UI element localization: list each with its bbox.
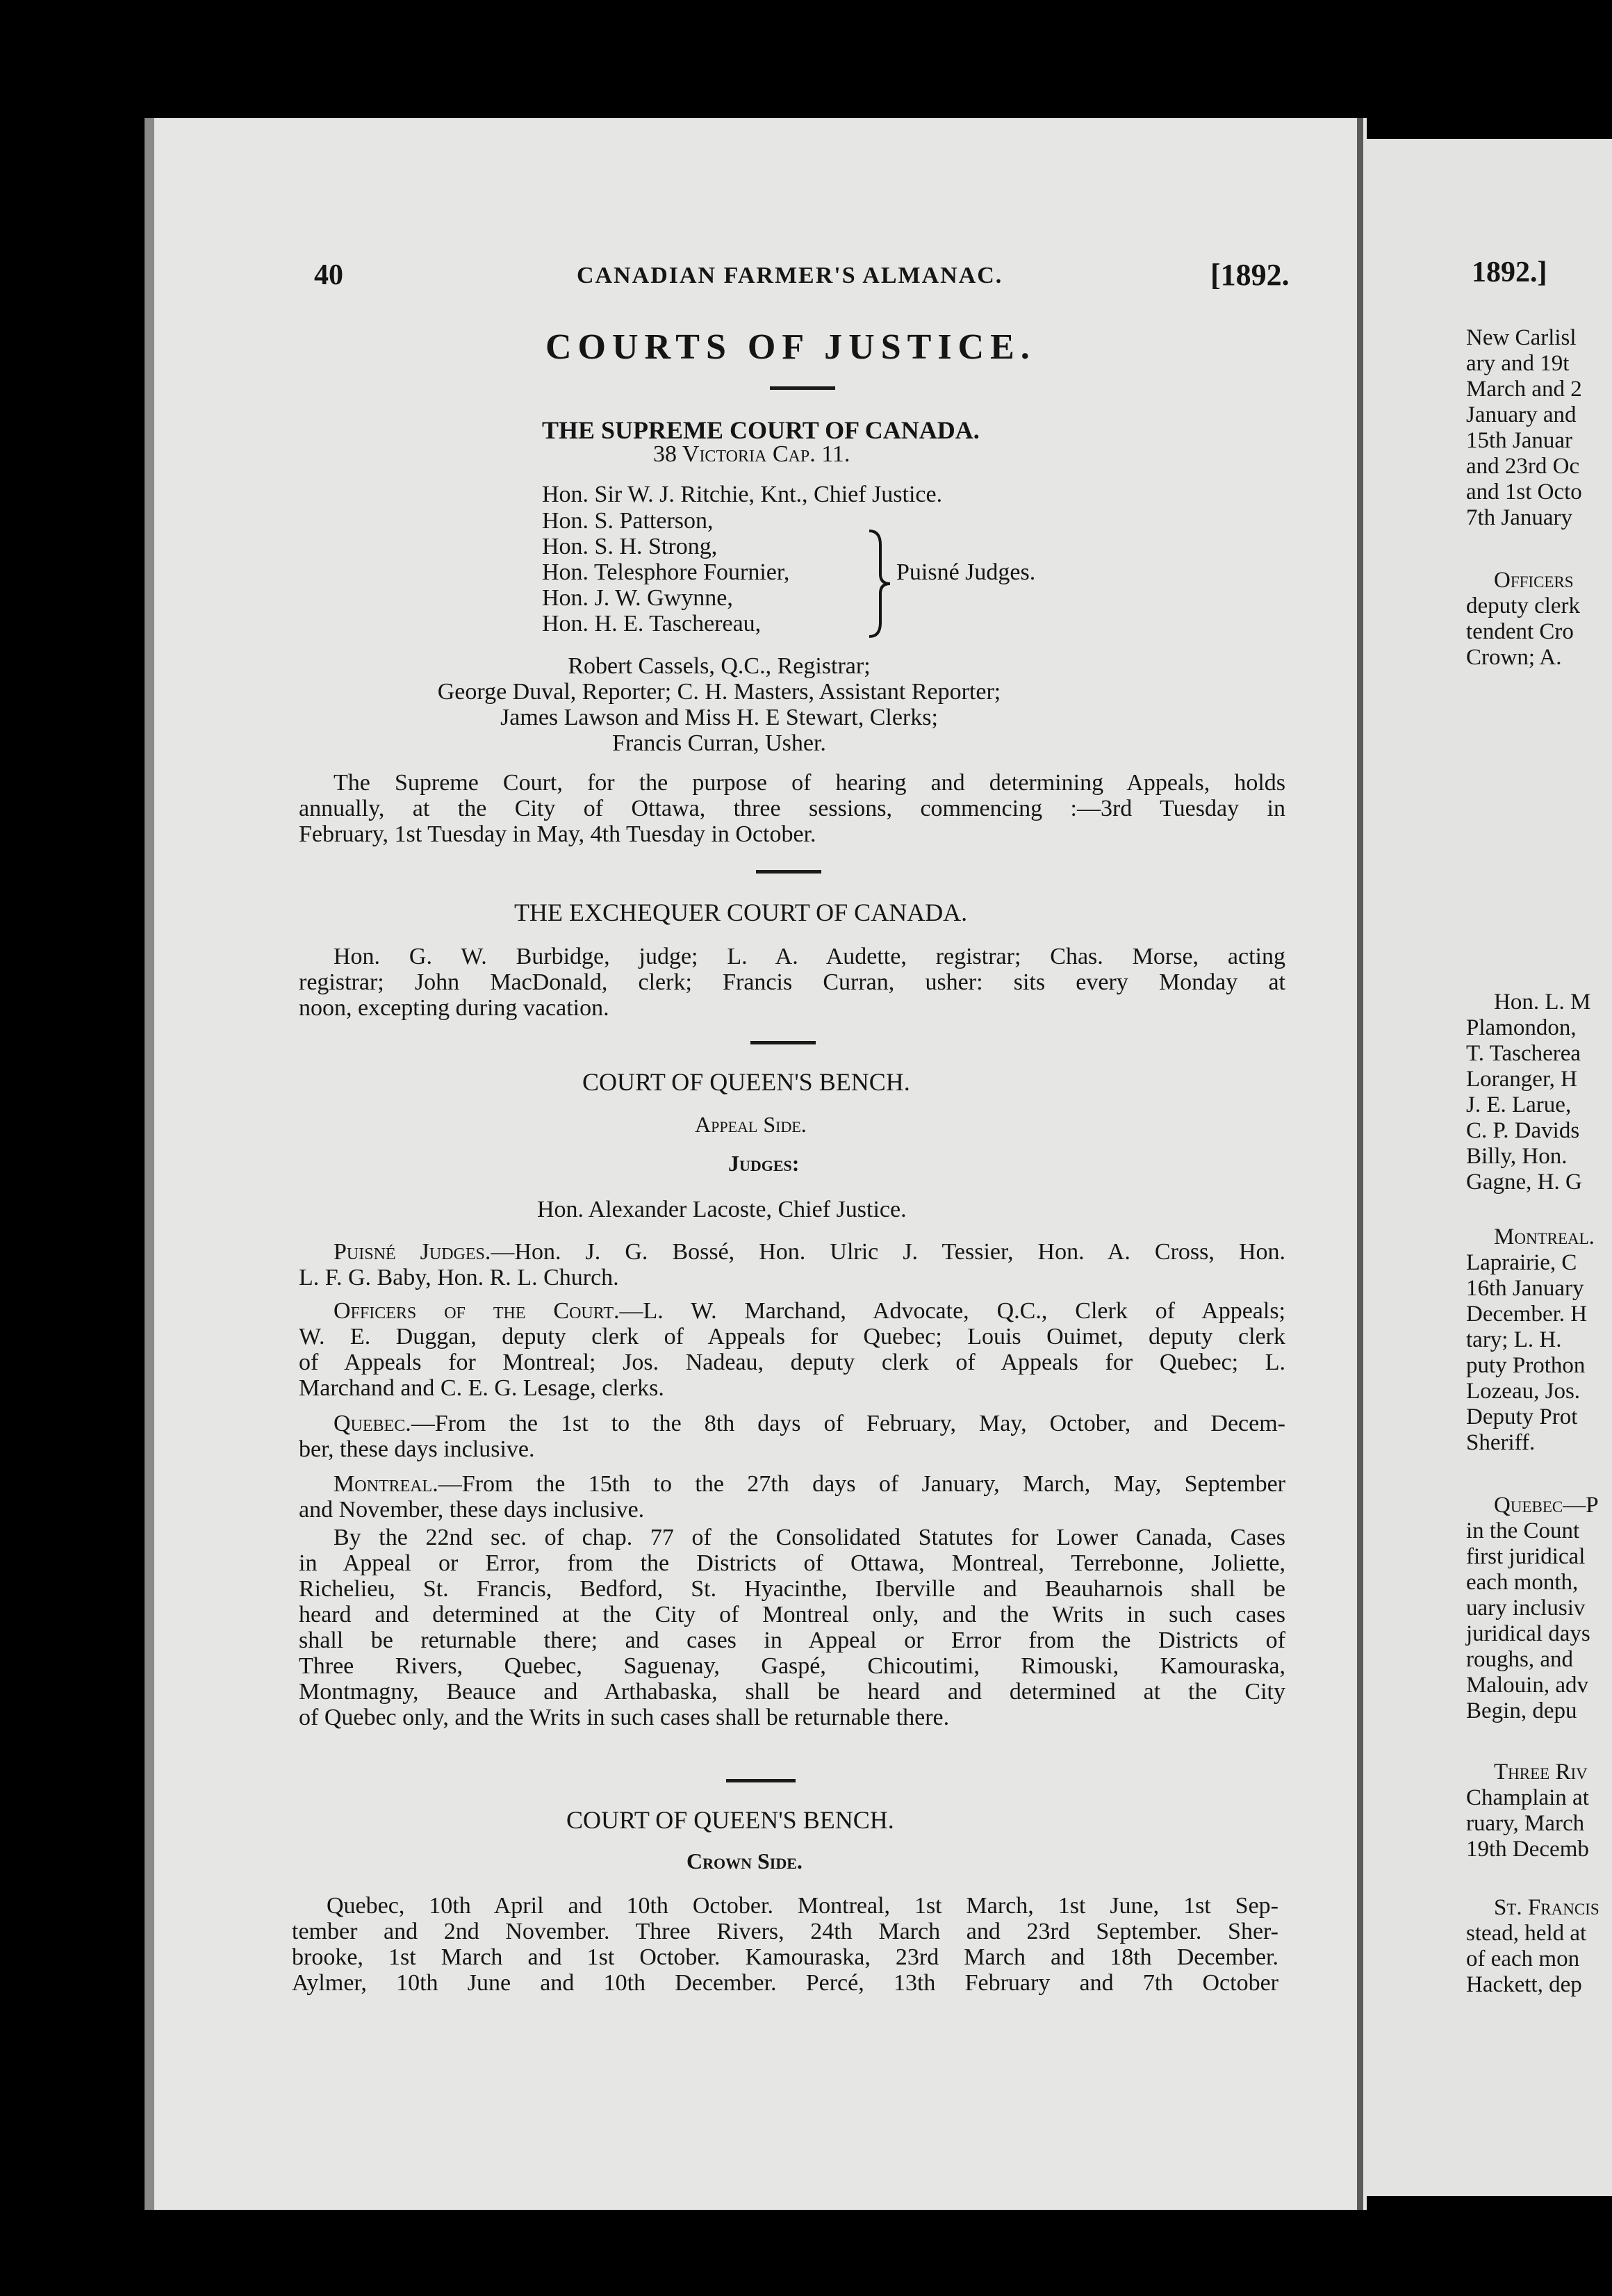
statute-paragraph: [299, 1525, 1285, 1730]
right-line: of each mon: [1466, 1946, 1580, 1971]
text-line: heard and determined at the City of Montreal only, and the Writs in such cases: [299, 1602, 1285, 1627]
supreme-chief-justice: Hon. Sir W. J. Ritchie, Knt., Chief Justice.: [542, 482, 943, 507]
supreme-court-title: THE SUPREME COURT OF CANADA.: [542, 416, 980, 444]
text-run: —Hon. J. G. Bossé, Hon. Ulric J. Tessier, Hon. A. Cross, Hon.: [491, 1239, 1286, 1265]
right-line: ary and 19t: [1466, 351, 1570, 376]
supreme-court-subtitle: 38 Victoria Cap. 11.: [653, 441, 850, 467]
right-line: and 23rd Oc: [1466, 454, 1580, 479]
text-line: Marchand and C. E. G. Lesage, clerks.: [299, 1375, 664, 1401]
text-line: and November, these days inclusive.: [299, 1497, 645, 1523]
run-in-heading: Quebec.: [334, 1411, 411, 1436]
queens-bench-crown-title: COURT OF QUEEN'S BENCH.: [566, 1806, 894, 1834]
puisne-judge: Hon. H. E. Taschereau,: [542, 611, 762, 637]
text-run: —L. W. Marchand, Advocate, Q.C., Clerk of Appeals;: [619, 1298, 1286, 1324]
right-line: ruary, March: [1466, 1811, 1585, 1836]
main-title: COURTS OF JUSTICE.: [545, 327, 1036, 367]
right-line: 16th January: [1466, 1276, 1584, 1301]
page-gutter: [1357, 118, 1363, 2210]
text-line: in Appeal or Error, from the Districts of Ottawa, Montreal, Terrebonne, Joliette,: [299, 1550, 1285, 1576]
text-line: Montmagny, Beauce and Arthabaska, shall be heard and determined at the City: [299, 1679, 1285, 1705]
right-line: first juridical: [1466, 1544, 1586, 1569]
right-line: March and 2: [1466, 377, 1582, 402]
right-line: T. Tascherea: [1466, 1041, 1581, 1066]
right-line: Sheriff.: [1466, 1430, 1536, 1455]
puisne-judges-paragraph: [299, 1239, 1285, 1290]
puisne-judge: Hon. S. H. Strong,: [542, 534, 718, 559]
run-in-heading: Puisné Judges.: [334, 1239, 491, 1265]
right-line: Hackett, dep: [1466, 1972, 1582, 1997]
montreal-paragraph: [299, 1471, 1285, 1523]
exchequer-court-title: THE EXCHEQUER COURT OF CANADA.: [514, 899, 968, 926]
right-line: Deputy Prot: [1466, 1404, 1578, 1429]
appeal-chief-justice: Hon. Alexander Lacoste, Chief Justice.: [537, 1197, 907, 1222]
right-line: Malouin, adv: [1466, 1673, 1588, 1698]
officers-paragraph: [299, 1298, 1285, 1401]
text-line: [299, 1471, 1285, 1497]
right-line: deputy clerk: [1466, 593, 1581, 618]
running-title: CANADIAN FARMER'S ALMANAC.: [577, 263, 1003, 288]
text-line: of Appeals for Montreal; Jos. Nadeau, deputy clerk of Appeals for Quebec; L.: [299, 1350, 1285, 1375]
header-year: [1892.: [1210, 258, 1290, 292]
text-line: registrar; John MacDonald, clerk; Francis Curran, usher: sits every Monday at: [299, 969, 1285, 995]
right-line: New Carlisl: [1466, 325, 1577, 350]
run-in-heading: Officers of the Court.: [334, 1298, 620, 1324]
text-line: [299, 1298, 1285, 1324]
right-line: Billy, Hon.: [1466, 1144, 1568, 1169]
right-line: Lozeau, Jos.: [1466, 1379, 1581, 1404]
right-line: Hon. L. M: [1494, 990, 1591, 1015]
appeal-side-label: Appeal Side.: [695, 1112, 807, 1137]
right-line: Gagne, H. G: [1466, 1170, 1582, 1195]
right-line: each month,: [1466, 1570, 1579, 1595]
right-line: St. Francis: [1494, 1895, 1599, 1920]
right-line: 15th Januar: [1466, 428, 1573, 453]
text-line: Aylmer, 10th June and 10th December. Percé, 13th February and 7th October: [292, 1970, 1278, 1996]
right-line: Loranger, H: [1466, 1067, 1577, 1092]
right-line: Three Riv: [1494, 1760, 1588, 1785]
run-in-heading: Montreal.: [334, 1471, 438, 1497]
right-line: tary; L. H.: [1466, 1327, 1562, 1352]
text-run: —From the 1st to the 8th days of February, May, October, and Decem-: [411, 1411, 1285, 1436]
exchequer-paragraph: [299, 944, 1285, 1021]
right-line: in the Count: [1466, 1518, 1580, 1543]
puisne-label: Puisné Judges.: [896, 559, 1036, 585]
right-line: juridical days: [1466, 1621, 1590, 1646]
text-line: February, 1st Tuesday in May, 4th Tuesday in October.: [299, 821, 816, 847]
section-rule: [750, 1041, 816, 1044]
text-line: shall be returnable there; and cases in Appeal or Error from the Districts of: [299, 1627, 1285, 1653]
text-line: noon, excepting during vacation.: [299, 995, 609, 1021]
clerks-line: James Lawson and Miss H. E Stewart, Clerks;: [500, 705, 938, 730]
text-line: By the 22nd sec. of chap. 77 of the Consolidated Statutes for Lower Canada, Cases: [334, 1525, 1285, 1550]
right-line: stead, held at: [1466, 1921, 1587, 1946]
right-line: December. H: [1466, 1302, 1588, 1327]
crown-side-paragraph: [292, 1893, 1278, 1996]
right-line: Montreal.: [1494, 1224, 1595, 1249]
text-line: brooke, 1st March and 1st October. Kamouraska, 23rd March and 18th December.: [292, 1944, 1278, 1970]
puisne-judge: Hon. Telesphore Fournier,: [542, 559, 790, 585]
judges-heading: Judges:: [728, 1151, 800, 1176]
reporter-line: George Duval, Reporter; C. H. Masters, Assistant Reporter;: [437, 679, 1001, 705]
text-line: tember and 2nd November. Three Rivers, 24th March and 23rd September. Sher-: [292, 1919, 1278, 1944]
right-line: January and: [1466, 402, 1577, 427]
usher-line: Francis Curran, Usher.: [612, 730, 826, 756]
right-line: uary inclusiv: [1466, 1596, 1586, 1621]
right-line: roughs, and: [1466, 1647, 1573, 1672]
queens-bench-appeal-title: COURT OF QUEEN'S BENCH.: [582, 1068, 910, 1096]
right-line: puty Prothon: [1466, 1353, 1586, 1378]
right-line: C. P. Davids: [1466, 1118, 1580, 1143]
section-rule: [756, 870, 821, 874]
right-line: J. E. Larue,: [1466, 1092, 1572, 1117]
right-line: Champlain at: [1466, 1785, 1589, 1810]
text-line: Quebec, 10th April and 10th October. Montreal, 1st March, 1st June, 1st Sep-: [327, 1893, 1278, 1919]
text-run: —From the 15th to the 27th days of January, March, May, September: [438, 1471, 1285, 1497]
right-line: and 1st Octo: [1466, 479, 1582, 505]
right-line: 7th January: [1466, 505, 1573, 530]
crown-side-label: Crown Side.: [686, 1848, 803, 1873]
title-rule: [770, 386, 835, 390]
right-line: Begin, depu: [1466, 1698, 1577, 1723]
quebec-paragraph: [299, 1411, 1285, 1462]
registrar-line: Robert Cassels, Q.C., Registrar;: [568, 653, 871, 679]
text-line: ber, these days inclusive.: [299, 1436, 535, 1462]
section-rule: [726, 1779, 796, 1782]
right-line: 19th Decemb: [1466, 1837, 1589, 1862]
supreme-sessions-paragraph: [299, 770, 1285, 847]
right-line: Officers: [1494, 568, 1574, 593]
text-line: W. E. Duggan, deputy clerk of Appeals for Quebec; Louis Ouimet, deputy clerk: [299, 1324, 1285, 1350]
right-line: Laprairie, C: [1466, 1250, 1577, 1275]
puisne-judge: Hon. S. Patterson,: [542, 508, 714, 534]
brace-icon: [865, 528, 893, 639]
text-line: Richelieu, St. Francis, Bedford, St. Hyacinthe, Iberville and Beauharnois shall be: [299, 1576, 1285, 1602]
text-line: of Quebec only, and the Writs in such cases shall be returnable there.: [299, 1705, 950, 1730]
page-number: 40: [314, 259, 343, 291]
text-line: Hon. G. W. Burbidge, judge; L. A. Audette, registrar; Chas. Morse, acting: [334, 944, 1285, 969]
right-page-year: 1892.]: [1472, 256, 1547, 288]
text-line: L. F. G. Baby, Hon. R. L. Church.: [299, 1265, 619, 1290]
puisne-judge: Hon. J. W. Gwynne,: [542, 585, 733, 611]
right-line: Crown; A.: [1466, 645, 1562, 670]
text-line: The Supreme Court, for the purpose of hearing and determining Appeals, holds: [334, 770, 1285, 796]
right-line: tendent Cro: [1466, 619, 1574, 644]
text-line: [299, 1411, 1285, 1436]
right-line: Quebec—P: [1494, 1493, 1599, 1518]
text-line: [299, 1239, 1285, 1265]
text-line: annually, at the City of Ottawa, three sessions, commencing :—3rd Tuesday in: [299, 796, 1285, 821]
right-line: Plamondon,: [1466, 1015, 1577, 1040]
text-line: Three Rivers, Quebec, Saguenay, Gaspé, Chicoutimi, Rimouski, Kamouraska,: [299, 1653, 1285, 1679]
